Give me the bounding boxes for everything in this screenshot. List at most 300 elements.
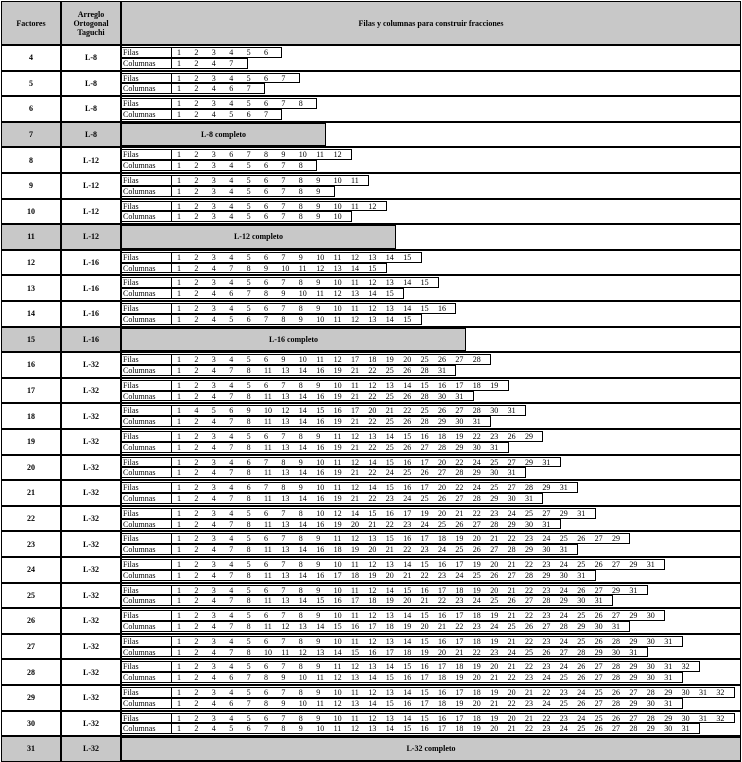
number-cell: 28	[629, 724, 638, 734]
number-cell: 5	[229, 724, 234, 734]
number-cell: 9	[316, 432, 321, 441]
filas-row	[121, 585, 648, 596]
number-cell: 10	[298, 673, 307, 683]
number-cell: 28	[525, 483, 533, 493]
number-cell: 11	[351, 585, 359, 595]
number-cell: 2	[194, 688, 199, 697]
number-cell: 4	[211, 391, 216, 401]
number-cell: 13	[351, 289, 359, 299]
number-cell: 14	[351, 508, 359, 518]
number-cell: 6	[264, 560, 268, 569]
number-cell: 23	[559, 688, 568, 697]
number-cell: 8	[246, 622, 251, 631]
number-cell: 28	[612, 636, 620, 646]
number-cell: 8	[298, 534, 303, 544]
number-cell: 13	[385, 611, 394, 621]
number-cell: 1	[177, 58, 181, 68]
number-cell: 31	[438, 366, 446, 375]
number-cell: 7	[281, 534, 286, 544]
number-cell: 2	[194, 713, 199, 723]
number-cell: 1	[177, 110, 181, 119]
number-cell: 12	[281, 622, 290, 631]
number-cell: 6	[264, 73, 268, 83]
columnas-label: Columnas	[122, 392, 172, 401]
number-cell: 10	[298, 698, 307, 708]
number-cell: 28	[612, 662, 620, 672]
number-cell: 5	[246, 688, 251, 697]
number-cell: 2	[194, 186, 199, 196]
number-cell: 21	[351, 417, 359, 427]
number-cell: 6	[229, 150, 234, 160]
number-cell: 17	[368, 622, 377, 631]
number-cell: 9	[264, 263, 268, 273]
number-cell: 16	[420, 662, 429, 672]
number-cell: 6	[264, 636, 268, 646]
number-cell: 8	[298, 176, 303, 185]
factor-cell: 8	[1, 147, 61, 173]
number-cell: 9	[316, 534, 321, 544]
number-cell: 8	[246, 263, 251, 273]
number-cell: 20	[368, 406, 377, 416]
number-cell: 4	[211, 570, 216, 580]
number-cell: 10	[333, 611, 342, 621]
number-cell: 31	[559, 545, 568, 555]
columnas-row	[121, 109, 282, 120]
number-cell: 9	[298, 724, 303, 734]
arreglo-cell: L-32	[61, 378, 121, 404]
number-cell: 1	[177, 304, 181, 313]
number-cell: 31	[542, 519, 551, 529]
number-cell: 19	[403, 622, 412, 631]
number-cell: 13	[385, 713, 394, 723]
number-cell: 3	[211, 534, 216, 544]
number-cell: 32	[716, 688, 725, 697]
arreglo-cell: L-12	[61, 199, 121, 225]
number-cell: 7	[229, 58, 234, 68]
number-cell: 11	[333, 662, 342, 672]
number-cell: 19	[472, 724, 481, 734]
number-cell: 11	[333, 432, 342, 441]
number-cell: 25	[403, 468, 412, 478]
arreglo-cell: L-12	[61, 147, 121, 173]
number-cell: 21	[507, 585, 516, 595]
number-cell: 10	[333, 585, 342, 595]
number-cell: 7	[281, 662, 286, 672]
number-cell: 6	[264, 611, 268, 621]
columnas-label: Columnas	[122, 264, 172, 273]
number-cell: 1	[177, 48, 181, 57]
columnas-label: Columnas	[122, 161, 172, 170]
number-cell: 13	[316, 647, 325, 657]
filas-row	[121, 303, 456, 314]
number-cell: 21	[507, 560, 516, 569]
number-cell: 30	[542, 545, 551, 555]
factor-cell: 19	[1, 429, 61, 455]
factor-cell: 16	[1, 352, 61, 378]
number-cell: 15	[420, 636, 429, 646]
number-cell: 2	[194, 73, 199, 83]
number-cell: 23	[542, 585, 551, 595]
number-cell: 8	[298, 713, 303, 723]
number-cell: 11	[316, 673, 324, 683]
columnas-row	[121, 83, 265, 94]
number-cell: 8	[246, 417, 251, 427]
number-cell: 12	[281, 406, 290, 416]
number-cell: 1	[177, 201, 181, 211]
number-cell: 22	[368, 468, 377, 478]
number-cell: 6	[229, 673, 234, 683]
number-cell: 24	[403, 494, 412, 503]
number-cell: 12	[368, 560, 377, 569]
full-array-label: L-32 completo	[121, 737, 741, 761]
number-cell: 1	[177, 150, 181, 160]
number-cell: 6	[264, 176, 268, 185]
number-cell: 4	[229, 278, 234, 288]
number-cell: 22	[525, 724, 533, 734]
factor-cell: 20	[1, 455, 61, 481]
number-cell: 11	[351, 176, 359, 185]
number-cell: 4	[211, 84, 216, 94]
number-cell: 23	[490, 508, 499, 518]
factor-cell: 4	[1, 45, 61, 71]
number-cell: 24	[559, 611, 568, 621]
number-cell: 18	[333, 545, 342, 555]
number-cell: 24	[559, 636, 568, 646]
number-cell: 25	[577, 636, 586, 646]
number-cell: 4	[229, 252, 234, 262]
number-cell: 17	[420, 534, 429, 544]
number-cell: 30	[646, 698, 655, 708]
number-cell: 17	[385, 647, 394, 657]
number-cell: 4	[211, 366, 216, 375]
number-cell: 26	[438, 406, 446, 416]
number-cell: 6	[264, 186, 268, 196]
number-cell: 12	[351, 662, 359, 672]
number-cell: 11	[333, 483, 342, 493]
number-cell: 16	[438, 380, 446, 390]
number-cell: 29	[542, 483, 551, 493]
arreglo-cell: L-32	[61, 634, 121, 660]
number-cell: 6	[264, 278, 268, 288]
filas-label: Filas	[122, 611, 172, 620]
number-cell: 16	[403, 457, 412, 467]
number-cell: 14	[385, 662, 394, 672]
filas-row	[121, 559, 665, 570]
number-cell: 15	[420, 611, 429, 621]
number-cell: 5	[246, 662, 251, 672]
number-cell: 24	[507, 508, 516, 518]
factor-cell: 26	[1, 608, 61, 634]
arreglo-cell: L-32	[61, 506, 121, 532]
number-cell: 25	[559, 698, 568, 708]
number-cell: 30	[577, 596, 586, 606]
number-cell: 27	[629, 713, 638, 723]
number-cell: 25	[385, 391, 394, 401]
number-cell: 4	[211, 545, 216, 555]
columnas-row	[121, 211, 352, 222]
number-cell: 27	[559, 647, 568, 657]
number-cell: 17	[420, 457, 429, 467]
number-cell: 16	[351, 622, 359, 631]
filas-label: Filas	[122, 714, 172, 723]
number-cell: 7	[246, 289, 251, 299]
number-cell: 16	[316, 366, 325, 375]
number-cell: 2	[194, 278, 199, 288]
number-cell: 6	[264, 355, 268, 365]
number-cell: 8	[281, 724, 286, 734]
number-cell: 28	[455, 468, 464, 478]
number-cell: 20	[490, 662, 499, 672]
arreglo-cell: L-12	[61, 173, 121, 199]
number-cell: 21	[490, 698, 499, 708]
number-cell: 19	[333, 366, 342, 375]
number-cell: 8	[298, 560, 303, 569]
number-cell: 4	[211, 519, 216, 529]
full-array-label: L-12 completo	[121, 225, 396, 249]
number-cell: 7	[264, 724, 268, 734]
number-cell: 19	[490, 380, 499, 390]
factor-cell: 23	[1, 531, 61, 557]
columnas-label: Columnas	[122, 59, 172, 68]
number-cell: 11	[351, 688, 359, 697]
number-cell: 20	[368, 545, 377, 555]
number-cell: 22	[472, 647, 481, 657]
number-cell: 27	[507, 483, 516, 493]
number-cell: 26	[403, 442, 412, 452]
number-cell: 15	[385, 483, 394, 493]
arreglo-cell: L-16	[61, 275, 121, 301]
number-cell: 4	[211, 596, 216, 606]
filas-label: Filas	[122, 304, 172, 313]
number-cell: 26	[525, 622, 533, 631]
number-cell: 9	[281, 289, 286, 299]
number-cell: 26	[542, 647, 551, 657]
number-cell: 4	[211, 314, 216, 324]
number-cell: 26	[455, 519, 464, 529]
number-cell: 17	[420, 483, 429, 493]
number-cell: 3	[211, 304, 216, 313]
number-cell: 3	[211, 212, 216, 222]
number-cell: 23	[438, 570, 446, 580]
number-cell: 19	[455, 432, 464, 441]
factor-cell: 5	[1, 71, 61, 97]
number-cell: 4	[211, 724, 216, 734]
number-cell: 22	[525, 560, 533, 569]
number-cell: 19	[472, 662, 481, 672]
number-cell: 20	[438, 508, 446, 518]
number-cell: 16	[385, 508, 394, 518]
number-cell: 7	[281, 252, 286, 262]
number-cell: 25	[385, 442, 394, 452]
number-cell: 14	[403, 380, 412, 390]
number-cell: 30	[472, 442, 481, 452]
number-cell: 12	[368, 688, 377, 697]
number-cell: 30	[681, 688, 690, 697]
number-cell: 32	[681, 662, 690, 672]
number-cell: 1	[177, 662, 181, 672]
number-cell: 17	[455, 560, 464, 569]
number-cell: 11	[351, 560, 359, 569]
number-cell: 19	[455, 534, 464, 544]
number-cell: 27	[507, 570, 516, 580]
columnas-label: Columnas	[122, 494, 172, 503]
number-cell: 5	[246, 713, 251, 723]
number-cell: 2	[194, 662, 199, 672]
number-cell: 31	[455, 391, 464, 401]
number-cell: 18	[438, 534, 446, 544]
factor-cell: 15	[1, 327, 61, 353]
number-cell: 16	[438, 636, 446, 646]
number-cell: 31	[629, 647, 638, 657]
number-cell: 3	[211, 636, 216, 646]
number-cell: 31	[699, 713, 707, 723]
number-cell: 9	[316, 278, 321, 288]
number-cell: 16	[316, 391, 325, 401]
number-cell: 25	[490, 483, 499, 493]
number-cell: 25	[577, 611, 586, 621]
number-cell: 16	[403, 534, 412, 544]
number-cell: 25	[594, 713, 603, 723]
number-cell: 6	[264, 662, 268, 672]
number-cell: 9	[316, 201, 321, 211]
number-cell: 30	[525, 519, 533, 529]
number-cell: 14	[403, 278, 412, 288]
factor-cell: 7	[1, 122, 61, 148]
number-cell: 1	[177, 355, 181, 365]
number-cell: 16	[368, 647, 377, 657]
number-cell: 6	[264, 380, 268, 390]
number-cell: 3	[211, 380, 216, 390]
number-cell: 7	[281, 380, 286, 390]
number-cell: 8	[298, 585, 303, 595]
filas-label: Filas	[122, 662, 172, 671]
number-cell: 13	[281, 366, 290, 375]
number-cell: 1	[177, 73, 181, 83]
number-cell: 19	[455, 673, 464, 683]
number-cell: 18	[472, 688, 481, 697]
number-cell: 14	[298, 442, 307, 452]
number-cell: 13	[368, 314, 377, 324]
number-cell: 14	[298, 417, 307, 427]
number-cell: 2	[194, 457, 199, 467]
number-cell: 2	[194, 494, 199, 503]
number-cell: 14	[403, 560, 412, 569]
number-cell: 4	[211, 622, 216, 631]
number-cell: 5	[246, 508, 251, 518]
number-cell: 11	[264, 570, 272, 580]
number-cell: 22	[368, 366, 377, 375]
number-cell: 31	[629, 585, 638, 595]
number-cell: 23	[490, 647, 499, 657]
number-cell: 31	[664, 636, 673, 646]
number-cell: 3	[211, 278, 216, 288]
number-cell: 2	[194, 519, 199, 529]
number-cell: 20	[490, 724, 499, 734]
number-cell: 4	[229, 212, 234, 222]
number-cell: 2	[194, 560, 199, 569]
number-cell: 17	[455, 636, 464, 646]
number-cell: 9	[316, 560, 321, 569]
filas-label: Filas	[122, 253, 172, 262]
number-cell: 19	[490, 611, 499, 621]
number-cell: 3	[211, 48, 216, 57]
number-cell: 11	[264, 417, 272, 427]
number-cell: 8	[298, 432, 303, 441]
number-cell: 17	[455, 611, 464, 621]
number-cell: 22	[525, 585, 533, 595]
filas-label: Filas	[122, 176, 172, 185]
filas-label: Filas	[122, 202, 172, 211]
number-cell: 9	[281, 698, 286, 708]
number-cell: 15	[385, 534, 394, 544]
filas-label: Filas	[122, 150, 172, 159]
number-cell: 26	[403, 366, 412, 375]
number-cell: 16	[316, 545, 325, 555]
number-cell: 3	[211, 150, 216, 160]
number-cell: 12	[351, 432, 359, 441]
number-cell: 4	[229, 457, 234, 467]
number-cell: 2	[194, 673, 199, 683]
number-cell: 4	[211, 468, 216, 478]
number-cell: 21	[490, 534, 499, 544]
number-cell: 31	[681, 724, 690, 734]
number-cell: 18	[403, 647, 412, 657]
number-cell: 12	[368, 201, 377, 211]
number-cell: 10	[316, 457, 325, 467]
number-cell: 8	[264, 289, 268, 299]
number-cell: 7	[281, 432, 286, 441]
number-cell: 1	[177, 432, 181, 441]
number-cell: 1	[177, 713, 181, 723]
number-cell: 16	[316, 468, 325, 478]
number-cell: 14	[385, 252, 394, 262]
number-cell: 7	[264, 110, 268, 119]
number-cell: 6	[229, 84, 234, 94]
number-cell: 7	[229, 596, 234, 606]
number-cell: 11	[333, 534, 342, 544]
number-cell: 11	[351, 380, 359, 390]
number-cell: 27	[594, 698, 603, 708]
number-cell: 8	[298, 662, 303, 672]
number-cell: 1	[177, 647, 181, 657]
number-cell: 30	[490, 406, 499, 416]
number-cell: 5	[246, 201, 251, 211]
number-cell: 1	[177, 442, 181, 452]
number-cell: 21	[351, 366, 359, 375]
number-cell: 8	[281, 314, 286, 324]
number-cell: 4	[211, 698, 216, 708]
number-cell: 4	[211, 442, 216, 452]
arreglo-cell: L-32	[61, 531, 121, 557]
number-cell: 13	[385, 636, 394, 646]
number-cell: 2	[194, 355, 199, 365]
number-cell: 12	[351, 483, 359, 493]
number-cell: 6	[246, 314, 251, 324]
number-cell: 24	[455, 570, 464, 580]
number-cell: 26	[594, 636, 603, 646]
number-cell: 29	[629, 560, 638, 569]
number-cell: 19	[351, 545, 359, 555]
number-cell: 10	[333, 176, 342, 185]
number-cell: 11	[298, 263, 307, 273]
columnas-row	[121, 160, 317, 171]
columnas-row	[121, 544, 578, 555]
number-cell: 13	[385, 380, 394, 390]
header-factores: Factores	[1, 1, 61, 45]
number-cell: 29	[612, 534, 620, 544]
number-cell: 7	[229, 442, 234, 452]
number-cell: 14	[298, 519, 307, 529]
